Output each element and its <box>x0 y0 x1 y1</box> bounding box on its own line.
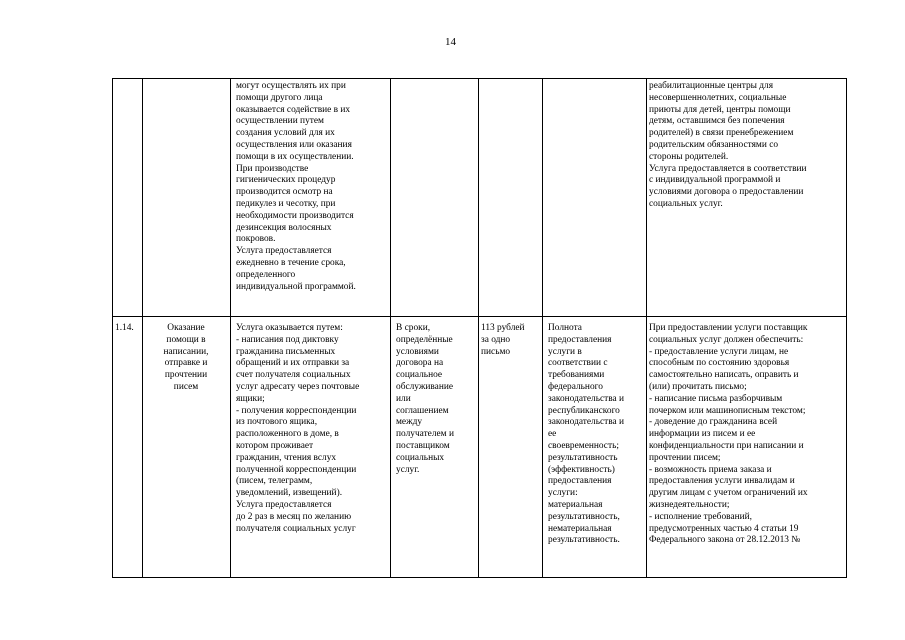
text-line: гражданин, чтения вслух <box>236 452 337 463</box>
text-line: помощи в <box>166 334 206 345</box>
text-line: уведомлений, извещений). <box>236 488 343 499</box>
text-line: поставщиком <box>396 440 450 451</box>
text-line: написании, <box>163 346 209 357</box>
row-number-cell <box>115 323 141 335</box>
text-line: помощи другого лица <box>236 92 323 103</box>
text-line: с индивидуальной программой и <box>649 175 781 186</box>
text-line: обращений и их отправки за <box>236 358 350 369</box>
text-line: - написания под диктовку <box>236 334 339 345</box>
text-line: до 2 раз в месяц по желанию <box>236 511 352 522</box>
text-line: Полнота <box>548 323 582 333</box>
text-line: отправке и <box>164 358 208 369</box>
text-line: получателем и <box>396 429 454 440</box>
text-line: детям, оставшимся без попечения <box>649 116 785 127</box>
text-line: за одно <box>481 334 511 345</box>
service-conditions-cell <box>649 323 845 547</box>
text-line: При производстве <box>236 163 309 174</box>
text-line: прочтении <box>164 370 208 381</box>
text-line: осуществления или оказания <box>236 139 352 150</box>
text-line: способным по состоянию здоровья <box>649 358 790 369</box>
text-line: самостоятельно написать, оправить и <box>649 370 799 381</box>
text-line: условиями <box>396 346 439 357</box>
text-line: результативность <box>548 452 618 463</box>
text-line: педикулез и чесотку, при <box>236 198 336 209</box>
text-line: Оказание <box>167 323 205 333</box>
text-line: ее <box>548 429 557 440</box>
text-line: своевременность; <box>548 440 619 451</box>
text-line: дезинсекция волосяных <box>236 222 332 233</box>
text-line: жизнедеятельности; <box>649 499 730 510</box>
text-line: федерального <box>548 381 603 392</box>
text-line: предоставления <box>548 476 612 487</box>
text-line: родительским обязанностями со <box>649 139 779 150</box>
text-line: информации из писем и ее <box>649 429 756 440</box>
prev-row-description-cell <box>236 81 388 293</box>
text-line: Услуга предоставляется в соответствии <box>649 163 807 174</box>
service-timing-cell <box>396 323 476 476</box>
text-line: счет получателя социальных <box>236 370 351 381</box>
text-line: письмо <box>481 346 511 357</box>
text-line: необходимости производится <box>236 210 354 221</box>
text-line: определённые <box>396 334 453 345</box>
column-divider <box>478 78 479 578</box>
text-line: законодательства и <box>548 393 625 404</box>
quality-indicators-cell <box>548 323 644 547</box>
text-line: писем <box>173 381 199 392</box>
text-line: или <box>396 393 411 404</box>
text-line: Услуга предоставляется <box>236 499 332 510</box>
text-line: Федерального закона от 28.12.2013 № <box>649 535 801 546</box>
column-divider <box>142 78 143 578</box>
text-line: При предоставлении услуги поставщик <box>649 323 808 333</box>
text-line: - возможность приема заказа и <box>649 464 772 475</box>
text-line: результативность, <box>548 511 620 522</box>
text-line: индивидуальной программой. <box>236 281 356 292</box>
text-line: условиями договора о предоставлении <box>649 187 804 198</box>
text-line: - написание письма разборчивым <box>649 393 783 404</box>
table-border-bottom <box>112 577 847 578</box>
text-line: покровов. <box>236 234 276 245</box>
table-border-top <box>112 78 847 79</box>
text-line: требованиями <box>548 370 605 381</box>
text-line: соглашением <box>396 405 449 416</box>
text-line: определенного <box>236 269 296 280</box>
text-line: - исполнение требований, <box>649 511 752 522</box>
table-border-left <box>112 78 113 578</box>
service-price-cell <box>481 323 541 358</box>
text-line: Услуга предоставляется <box>236 246 332 257</box>
text-line: несовершеннолетних, социальные <box>649 92 787 103</box>
text-line: социальное <box>396 370 443 381</box>
text-line: законодательства и <box>548 417 625 428</box>
text-line: услуги: <box>548 488 578 499</box>
text-line: стороны родителей. <box>649 151 729 162</box>
text-line: предоставления <box>548 334 612 345</box>
column-divider <box>646 78 647 578</box>
text-line: социальных <box>396 452 445 463</box>
text-line: другим лицам с учетом ограничений их <box>649 488 808 499</box>
text-line: гигиенических процедур <box>236 175 336 186</box>
text-line: оказывается содействие в их <box>236 104 351 115</box>
text-line: прочтении писем; <box>649 452 721 463</box>
text-line: (эффективность) <box>548 464 615 475</box>
text-line: почерком или машинописным текстом; <box>649 405 806 416</box>
table-border-right <box>846 78 847 578</box>
text-line: - получения корреспонденции <box>236 405 357 416</box>
text-line: договора на <box>396 358 444 369</box>
text-line: Услуга оказывается путем: <box>236 323 343 333</box>
text-line: могут осуществлять их при <box>236 81 346 91</box>
text-line: материальная <box>548 499 603 510</box>
page-number: 14 <box>445 36 456 48</box>
text-line: осуществлении путем <box>236 116 324 127</box>
text-line: родителей) в связи пренебрежением <box>649 128 794 139</box>
text-line: социальных услуг. <box>649 198 723 209</box>
text-line: создания условий для их <box>236 128 335 139</box>
text-line: республиканского <box>548 405 620 416</box>
text-line: социальных услуг должен обеспечить: <box>649 334 804 345</box>
text-line: (писем, телеграмм, <box>236 476 313 487</box>
service-description-cell <box>236 323 388 535</box>
text-line: конфиденциальности при написании и <box>649 440 804 451</box>
text-line: 113 рублей <box>481 323 525 333</box>
text-line: услуг. <box>396 464 420 475</box>
text-line: реабилитационные центры для <box>649 81 774 91</box>
text-line: В сроки, <box>396 323 431 333</box>
text-line: расположенного в доме, в <box>236 429 339 440</box>
text-line: помощи в их осуществлении. <box>236 151 354 162</box>
text-line: ящики; <box>236 393 265 404</box>
text-line: полученной корреспонденции <box>236 464 357 475</box>
column-divider <box>542 78 543 578</box>
text-line: результативность. <box>548 535 620 546</box>
service-name-cell <box>144 323 228 394</box>
text-line: нематериальная <box>548 523 612 534</box>
column-divider <box>230 78 231 578</box>
text-line: услуги в <box>548 346 582 357</box>
row-number: 1.14. <box>115 323 134 333</box>
text-line: ежедневно в течение срока, <box>236 257 346 268</box>
text-line: производится осмотр на <box>236 187 333 198</box>
text-line: котором проживает <box>236 440 314 451</box>
prev-row-conditions-cell <box>649 81 845 211</box>
row-divider <box>112 316 847 317</box>
text-line: предоставления услуги инвалидам и <box>649 476 795 487</box>
text-line: (или) прочитать письмо; <box>649 381 747 392</box>
text-line: гражданина письменных <box>236 346 336 357</box>
text-line: предусмотренных частью 4 статьи 19 <box>649 523 799 534</box>
text-line: из почтового ящика, <box>236 417 318 428</box>
text-line: получателя социальных услуг <box>236 523 356 534</box>
text-line: соответствии с <box>548 358 608 369</box>
text-line: приюты для детей, центры помощи <box>649 104 791 115</box>
text-line: услуг адресату через почтовые <box>236 381 360 392</box>
text-line: - предоставление услуги лицам, не <box>649 346 789 357</box>
text-line: - доведение до гражданина всей <box>649 417 778 428</box>
text-line: между <box>396 417 423 428</box>
column-divider <box>390 78 391 578</box>
text-line: обслуживание <box>396 381 454 392</box>
